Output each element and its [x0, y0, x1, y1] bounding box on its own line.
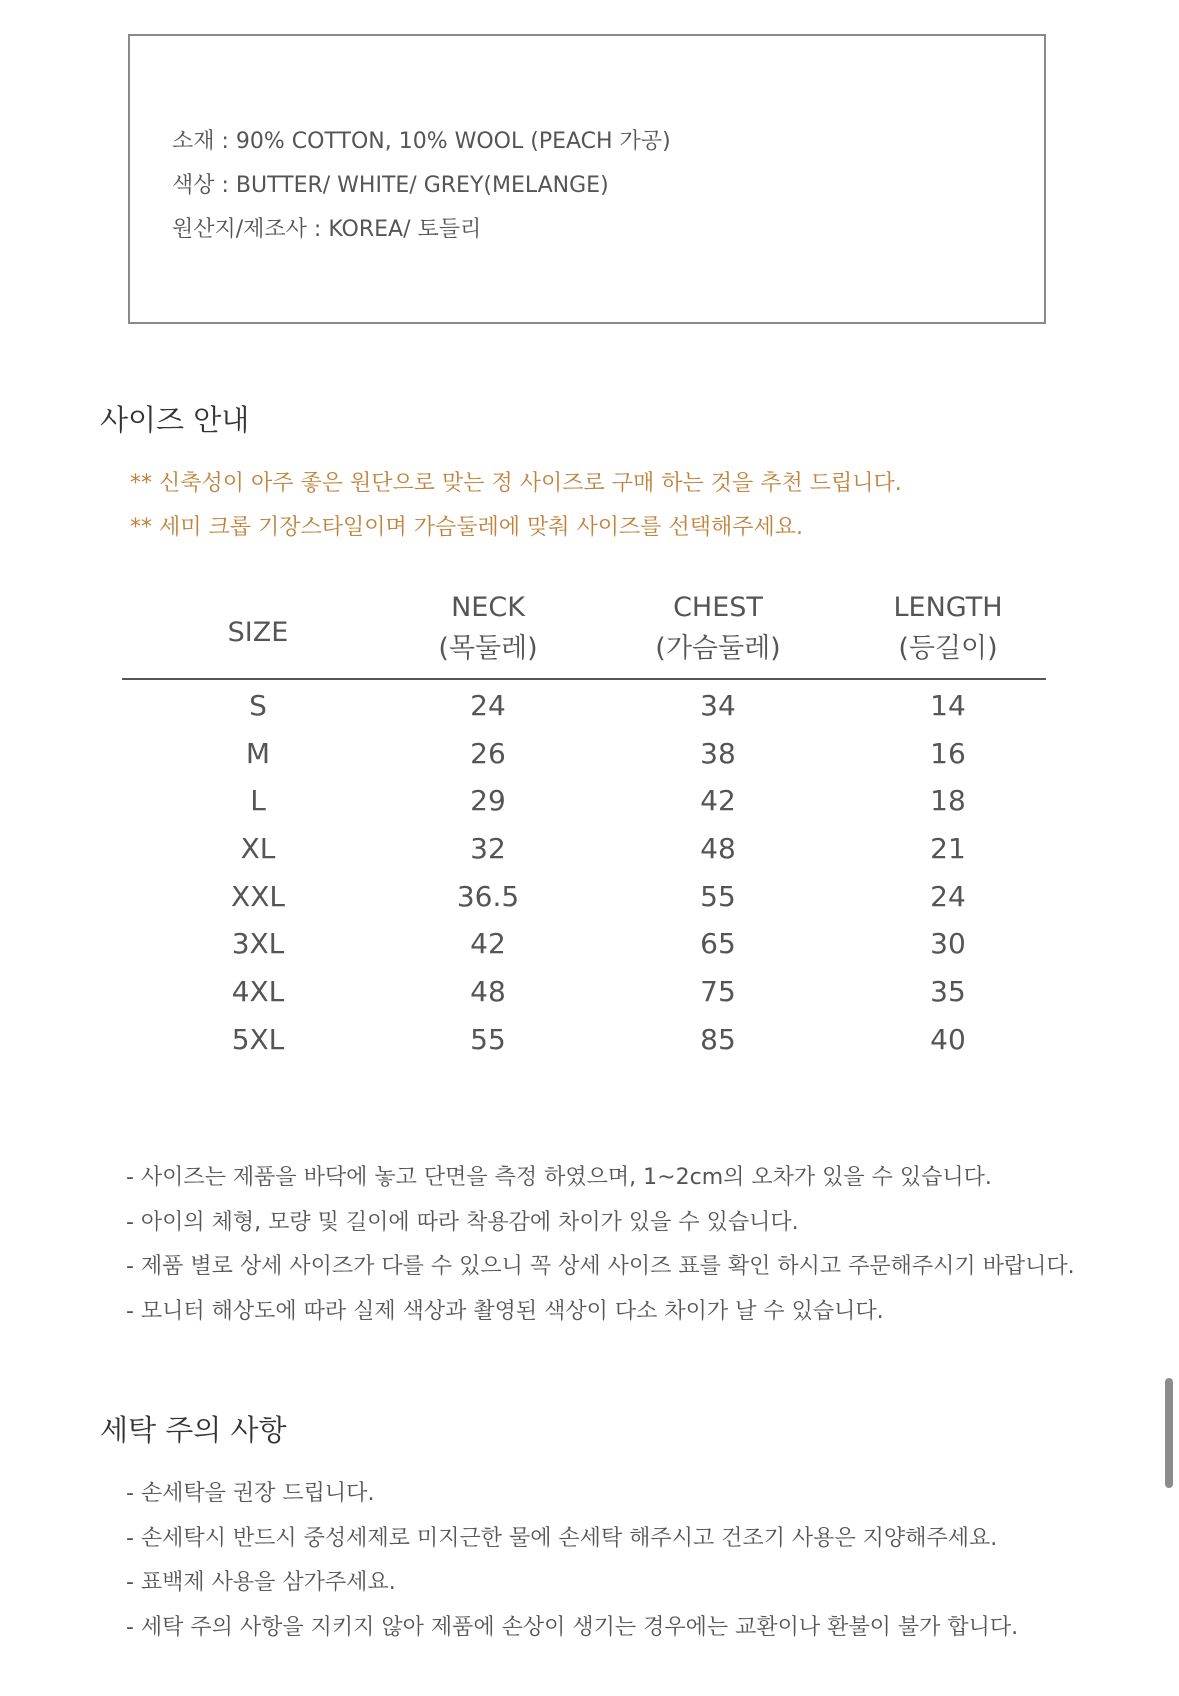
list-item: - 표백제 사용을 삼가주세요. [126, 1570, 396, 1595]
origin-line: 원산지/제조사 : KOREA/ 토들리 [172, 217, 482, 242]
size-table-header [122, 588, 1046, 680]
table-row [122, 777, 1046, 825]
header-length [848, 588, 1048, 670]
neck-cell: 29 [470, 784, 506, 818]
header-chest-ko: (가슴둘레) [655, 633, 781, 664]
neck-cell: 48 [470, 975, 506, 1009]
washing-title: 세탁 주의 사항 [100, 1413, 287, 1447]
size-cell: 4XL [231, 975, 285, 1009]
length-cell: 18 [930, 784, 966, 818]
size-table [122, 588, 1046, 1064]
list-item: - 아이의 체형, 모량 및 길이에 따라 착용감에 차이가 있을 수 있습니다. [126, 1209, 799, 1235]
chest-cell: 42 [700, 784, 736, 818]
length-cell: 14 [930, 689, 966, 722]
chest-cell: 75 [700, 975, 736, 1009]
length-cell: 40 [930, 1022, 966, 1056]
size-guide-notes [130, 462, 902, 550]
neck-cell: 55 [470, 1022, 506, 1056]
header-chest-en: CHEST [673, 592, 763, 623]
table-row [122, 825, 1046, 873]
neck-cell: 26 [470, 736, 506, 770]
size-cell: S [249, 689, 267, 722]
size-guide-title: 사이즈 안내 [100, 403, 250, 437]
list-item: - 사이즈는 제품을 바닥에 놓고 단면을 측정 하였으며, 1~2cm의 오차가 있을 수 있습니다. [126, 1165, 992, 1190]
color-line: 색상 : BUTTER/ WHITE/ GREY(MELANGE) [172, 173, 609, 198]
list-item: - 손세탁을 권장 드립니다. [126, 1481, 375, 1506]
header-length-en: LENGTH [893, 592, 1003, 623]
size-cell: 3XL [231, 927, 285, 961]
size-cell: L [250, 784, 266, 818]
table-row [122, 968, 1046, 1016]
list-item: - 세탁 주의 사항을 지키지 않아 제품에 손상이 생기는 경우에는 교환이나 환불이 불가 합니다. [126, 1614, 1019, 1640]
product-info-lines [172, 120, 671, 252]
size-cell: 5XL [231, 1022, 285, 1056]
size-note: ** 세미 크롭 기장스타일이며 가슴둘레에 맞춰 사이즈를 선택해주세요. [130, 515, 804, 540]
header-chest [618, 588, 818, 670]
header-size [158, 588, 358, 678]
chest-cell: 34 [700, 689, 736, 722]
header-size-label: SIZE [227, 617, 289, 648]
header-neck [388, 588, 588, 670]
product-info-box [128, 34, 1046, 324]
table-row [122, 730, 1046, 778]
length-cell: 30 [930, 927, 966, 961]
chest-cell: 48 [700, 832, 736, 866]
size-cell: M [245, 736, 271, 770]
length-cell: 21 [930, 832, 966, 866]
list-item: - 제품 별로 상세 사이즈가 다를 수 있으니 꼭 상세 사이즈 표를 확인 하시고 주문해주시기 바랍니다. [126, 1254, 1075, 1279]
size-cell: XL [240, 832, 276, 866]
scrollbar[interactable] [1165, 1378, 1173, 1488]
size-guide-bullets [126, 1156, 1075, 1334]
table-row [122, 682, 1046, 730]
chest-cell: 65 [700, 927, 736, 961]
table-row [122, 1016, 1046, 1064]
list-item: - 손세탁시 반드시 중성세제로 미지근한 물에 손세탁 해주시고 건조기 사용은 지양해주세요. [126, 1525, 998, 1551]
table-row [122, 873, 1046, 921]
chest-cell: 55 [700, 879, 736, 913]
length-cell: 35 [930, 975, 966, 1009]
header-neck-ko: (목둘레) [438, 633, 538, 664]
chest-cell: 85 [700, 1022, 736, 1056]
length-cell: 16 [930, 736, 966, 770]
length-cell: 24 [930, 879, 966, 913]
list-item: - 모니터 해상도에 따라 실제 색상과 촬영된 색상이 다소 차이가 날 수 있습니다. [126, 1298, 884, 1324]
washing-bullets [126, 1472, 1018, 1650]
neck-cell: 24 [470, 689, 506, 722]
size-note: ** 신축성이 아주 좋은 원단으로 맞는 정 사이즈로 구매 하는 것을 추천 드립니다. [130, 471, 902, 496]
neck-cell: 42 [470, 927, 506, 961]
material-line: 소재 : 90% COTTON, 10% WOOL (PEACH 가공) [172, 129, 671, 154]
chest-cell: 38 [700, 736, 736, 770]
neck-cell: 32 [470, 832, 506, 866]
table-row [122, 920, 1046, 968]
header-neck-en: NECK [451, 592, 525, 623]
header-length-ko: (등길이) [898, 633, 998, 664]
neck-cell: 36.5 [456, 879, 520, 913]
size-table-body [122, 680, 1046, 1064]
size-cell: XXL [231, 879, 285, 913]
